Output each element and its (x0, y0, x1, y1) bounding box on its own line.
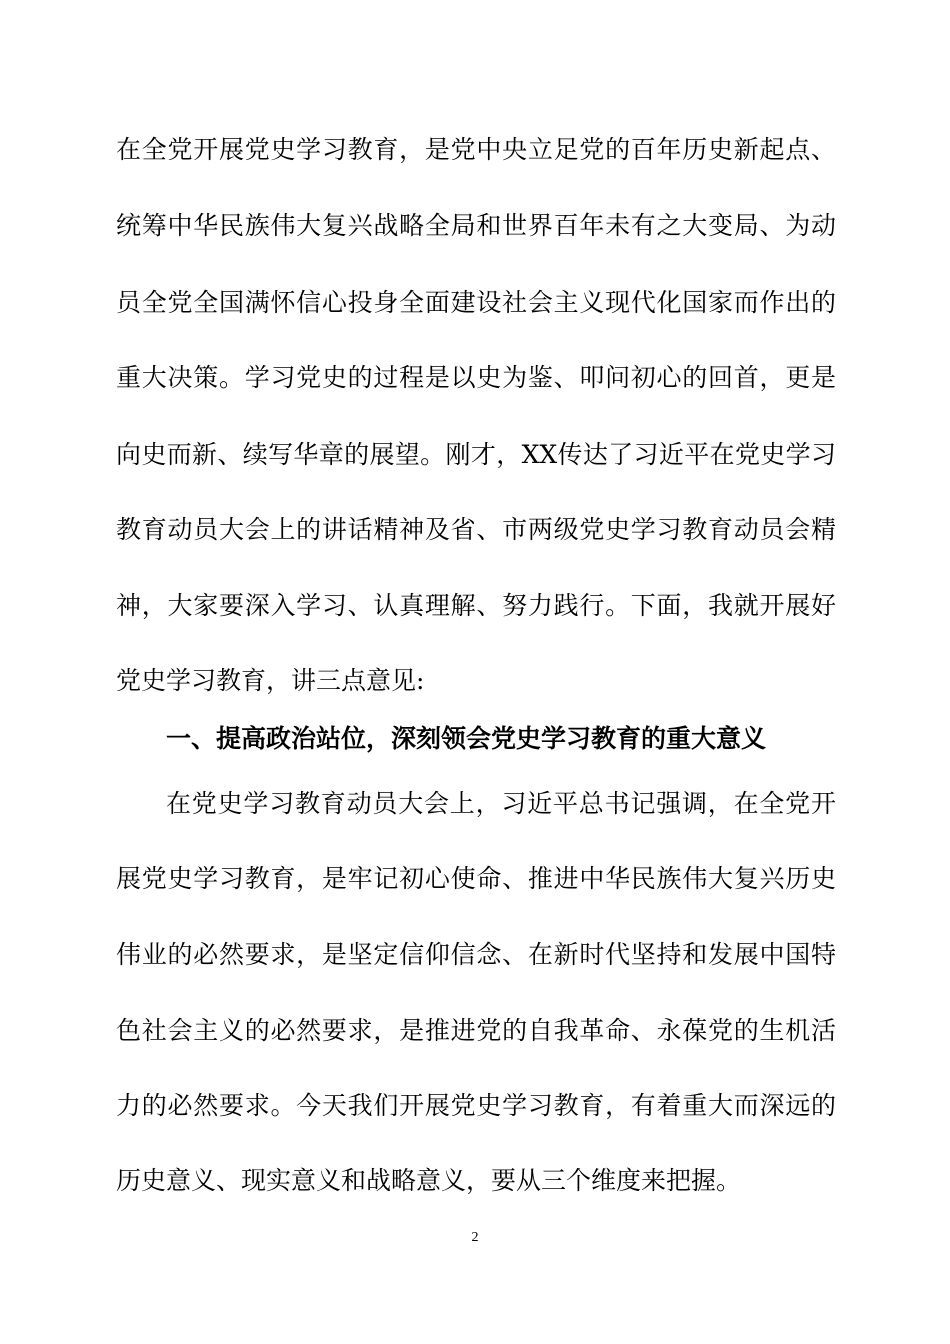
paragraph-1-line-7: 神，大家要深入学习、认真理解、努力践行。下面，我就开展好 (116, 591, 836, 620)
paragraph-1-line-6: 教育动员大会上的讲话精神及省、市两级党史学习教育动员会精 (116, 515, 836, 544)
paragraph-1-line-8: 党史学习教育，讲三点意见: (116, 666, 425, 695)
paragraph-2-line-1: 在党史学习教育动员大会上，习近平总书记强调，在全党开 (166, 789, 836, 818)
paragraph-1-line-4: 重大决策。学习党史的过程是以史为鉴、叩问初心的回首，更是 (116, 363, 836, 392)
paragraph-2-line-6: 历史意义、现实意义和战略意义，要从三个维度来把握。 (116, 1166, 742, 1195)
paragraph-2-line-4: 色社会主义的必然要求，是推进党的自我革命、永葆党的生机活 (116, 1016, 836, 1045)
paragraph-1-line-1: 在全党开展党史学习教育，是党中央立足党的百年历史新起点、 (116, 135, 836, 164)
paragraph-1-line-5: 向史而新、续写华章的展望。刚才，XX传达了习近平在党史学习 (116, 440, 836, 469)
paragraph-2-line-3: 伟业的必然要求，是坚定信仰信念、在新时代坚持和发展中国特 (116, 940, 836, 969)
paragraph-1-line-3: 员全党全国满怀信心投身全面建设社会主义现代化国家而作出的 (116, 288, 836, 317)
page-number: 2 (471, 1230, 479, 1245)
section-heading-1: 一、提高政治站位，深刻领会党史学习教育的重大意义 (166, 724, 767, 753)
paragraph-2-line-5: 力的必然要求。今天我们开展党史学习教育，有着重大而深远的 (116, 1091, 836, 1120)
paragraph-1-line-2: 统筹中华民族伟大复兴战略全局和世界百年未有之大变局、为动 (116, 211, 836, 240)
paragraph-2-line-2: 展党史学习教育，是牢记初心使命、推进中华民族伟大复兴历史 (116, 864, 836, 893)
